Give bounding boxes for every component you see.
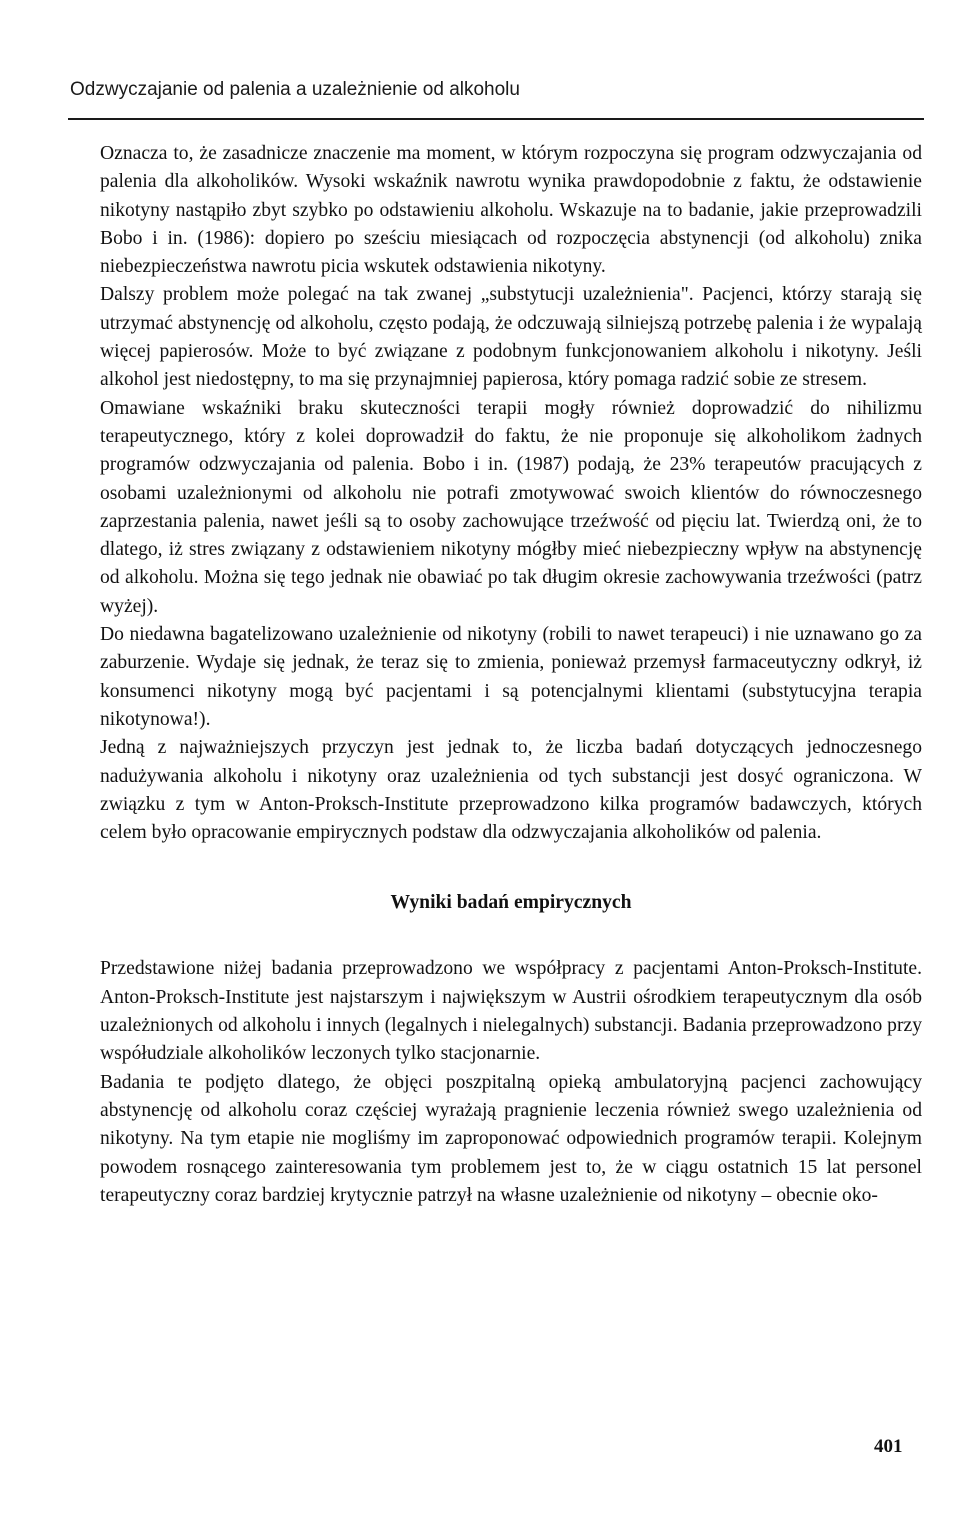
paragraph: Omawiane wskaźniki braku skuteczności terapii mogły również doprowadzić do nihilizmu terapeutycznego, który z kolei doprowadził do faktu, że nie proponuje się alkoholikom żadnych programów odzwyczajania od palenia. Bobo i in. (1987) podają, że 23% terapeutów pracujących z osobami uzależnionymi od alkoholu nie potrafi zmotywować swoich klientów do równoczesnego zaprzestania palenia, nawet jeśli są to osoby zachowujące trzeźwość od pięciu lat. Twierdzą oni, że to dlatego, iż stres związany z odstawieniem nikotyny mógłby mieć niebezpieczny wpływ na abstynencję od alkoholu. Można się tego jednak nie obawiać po tak długim okresie zachowywania trzeźwości (patrz wyżej).: [100, 397, 922, 617]
paragraph: Do niedawna bagatelizowano uzależnienie od nikotyny (robili to nawet terapeuci) i nie uznawano go za zaburzenie. Wydaje się jednak, że teraz się to zmienia, ponieważ przemysł farmaceutyczny odkrył, iż konsumenci nikotyny mogą być pacjentami i są potencjalnymi klientami (substytucyjna terapia nikotynowa!).: [100, 624, 922, 730]
page-body: [100, 140, 922, 1210]
page-number: 401: [874, 1436, 903, 1457]
paragraph: Dalszy problem może polegać na tak zwanej „substytucji uzależnienia". Pacjenci, którzy starają się utrzymać abstynencję od alkoholu, często podają, że odczuwają silniejszą potrzebę palenia i że wypalają więcej papierosów. Może to być związane z podobnym funkcjonowaniem alkoholu i nikotyny. Jeśli alkohol jest niedostępny, to ma się przynajmniej papierosa, który pomaga radzić sobie ze stresem.: [100, 284, 922, 391]
running-header: Odzwyczajanie od palenia a uzależnienie od alkoholu: [70, 79, 520, 100]
paragraph: Przedstawione niżej badania przeprowadzono we współpracy z pacjentami Anton-Proksch-Institute. Anton-Proksch-Institute jest najstarszym i największym w Austrii ośrodkiem terapeutycznym dla osób uzależnionych od alkoholu i innych (legalnych i nielegalnych) substancji. Badania przeprowadzono przy współudziale alkoholików leczonych tylko stacjonarnie.: [100, 958, 922, 1065]
paragraph: Oznacza to, że zasadnicze znaczenie ma moment, w którym rozpoczyna się program odzwyczajania od palenia dla alkoholików. Wysoki wskaźnik nawrotu wynika prawdopodobnie z faktu, że odstawienie nikotyny nastąpiło zbyt szybko po odstawieniu alkoholu. Wskazuje na to badanie, jakie przeprowadzili Bobo i in. (1986): dopiero po sześciu miesiącach od rozpoczęcia abstynencji (od alkoholu) znika niebezpieczeństwa nawrotu picia wskutek odstawienia nikotyny.: [100, 143, 922, 278]
header-rule: [68, 118, 924, 120]
paragraph: Jedną z najważniejszych przyczyn jest jednak to, że liczba badań dotyczących jednoczesnego nadużywania alkoholu i nikotyny oraz uzależnienia od tych substancji jest dosyć ograniczona. W związku z tym w Anton-Proksch-Institute przeprowadzono kilka programów badawczych, których celem było opracowanie empirycznych podstaw dla odzwyczajania alkoholików od palenia.: [100, 737, 922, 844]
section-heading: Wyniki badań empirycznych: [390, 892, 632, 914]
paragraph: Badania te podjęto dlatego, że objęci poszpitalną opieką ambulatoryjną pacjenci zachowujący abstynencję od alkoholu coraz częściej wyrażają pragnienie leczenia również swego uzależnienia od nikotyny. Na tym etapie nie mogliśmy im zaproponować odpowiednich programów terapii. Kolejnym powodem rosnącego zainteresowania tym problemem jest to, że w ciągu ostatnich 15 lat personel terapeutyczny coraz bardziej krytycznie patrzył na własne uzależnienie od nikotyny – obecnie oko-: [100, 1071, 922, 1206]
